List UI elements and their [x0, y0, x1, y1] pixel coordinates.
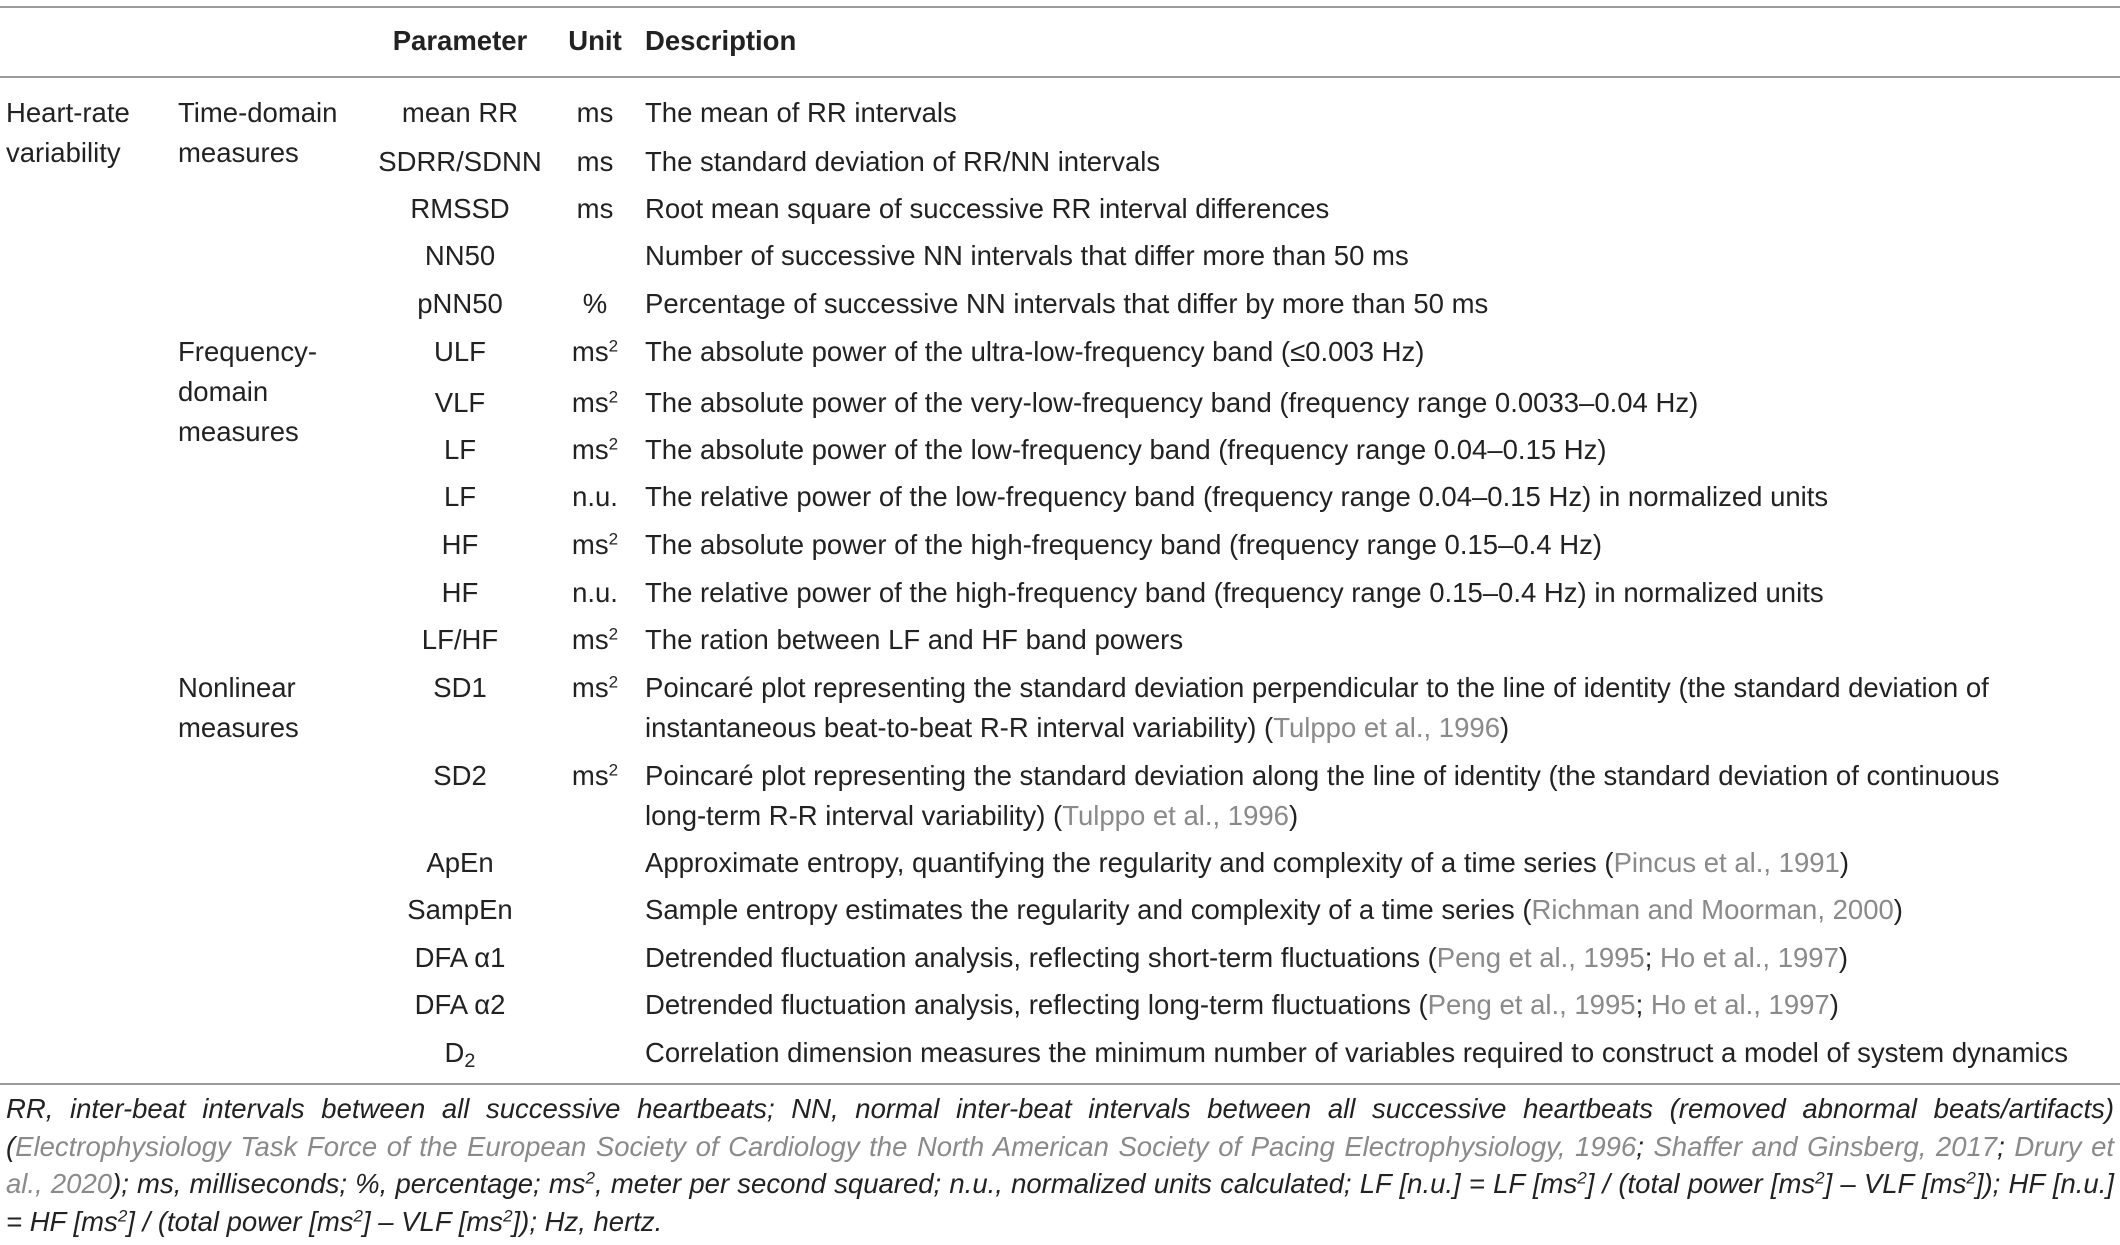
- row-parameter: ApEn: [426, 847, 494, 878]
- citation-link[interactable]: Peng et al., 1995: [1427, 989, 1636, 1020]
- row-unit: ms: [576, 97, 614, 128]
- group-time-line1: Time-domain: [178, 97, 338, 128]
- category-label-line2: variability: [6, 137, 121, 168]
- row-description: Root mean square of successive RR interval differences: [645, 193, 1330, 224]
- row-parameter: NN50: [424, 240, 496, 271]
- row-unit: $ms^2$: [571, 672, 619, 703]
- row-description: The relative power of the high-frequency band (frequency range 0.15–0.4 Hz) in normalized units: [645, 577, 1824, 608]
- row-description: The absolute power of the very-low-frequency band (frequency range 0.0033–0.04 Hz): [645, 387, 1699, 418]
- citation-link[interactable]: Drury et al., 2020: [6, 1130, 2115, 1199]
- row-description-line2: long-term R-R interval variability) (Tulppo et al., 1996): [645, 800, 1299, 831]
- group-time-line2: measures: [178, 137, 299, 168]
- row-description: Sample entropy estimates the regularity and complexity of a time series (Richman and Moorman, 2000): [645, 894, 1903, 925]
- row-unit: ms: [576, 193, 614, 224]
- row-parameter: SampEn: [407, 894, 513, 925]
- row-description-line1: Poincaré plot representing the standard deviation along the line of identity (the standard deviation of continuous: [645, 760, 2000, 791]
- header-unit: Unit: [568, 25, 622, 56]
- row-parameter: VLF: [434, 387, 486, 418]
- row-unit: $ms^2$: [571, 434, 619, 465]
- row-description: The standard deviation of RR/NN intervals: [645, 146, 1161, 177]
- row-description: Detrended fluctuation analysis, reflecting long-term fluctuations (Peng et al., 1995; Ho et al., 1997): [645, 989, 1839, 1020]
- row-unit: $ms^2$: [571, 387, 619, 418]
- row-description: The absolute power of the low-frequency band (frequency range 0.04–0.15 Hz): [645, 434, 1607, 465]
- row-parameter: DFA α2: [414, 989, 506, 1020]
- row-unit: $ms^2$: [571, 336, 619, 367]
- row-description: The absolute power of the high-frequency band (frequency range 0.15–0.4 Hz): [645, 529, 1602, 560]
- row-unit: $ms^2$: [571, 624, 619, 655]
- citation-link[interactable]: Electrophysiology Task Force of the European Society of Cardiology the North American Society of Pacing Electrophysiology, 1996: [15, 1130, 1637, 1162]
- row-description: Correlation dimension measures the minimum number of variables required to construct a model of system dynamics: [645, 1037, 2068, 1068]
- top-rule: [0, 6, 2120, 8]
- citation-link[interactable]: Richman and Moorman, 2000: [1531, 894, 1894, 925]
- row-parameter: HF: [441, 577, 479, 608]
- row-description-line1: Poincaré plot representing the standard deviation perpendicular to the line of identity (the standard deviation of: [645, 672, 1989, 703]
- header-parameter: Parameter: [392, 25, 528, 56]
- row-description: The absolute power of the ultra-low-frequency band (≤0.003 Hz): [645, 336, 1425, 367]
- row-parameter: SD2: [433, 760, 487, 791]
- header-description: Description: [645, 25, 797, 56]
- row-unit: ms: [576, 146, 614, 177]
- row-description: The relative power of the low-frequency band (frequency range 0.04–0.15 Hz) in normalized units: [645, 481, 1829, 512]
- citation-link[interactable]: Shaffer and Ginsberg, 2017: [1653, 1130, 1998, 1162]
- row-unit: %: [582, 288, 608, 319]
- row-parameter: LF/HF: [421, 624, 499, 655]
- row-description: Percentage of successive NN intervals that differ by more than 50 ms: [645, 288, 1489, 319]
- row-unit: $ms^2$: [571, 529, 619, 560]
- row-parameter: ULF: [434, 336, 486, 367]
- row-unit: n.u.: [572, 481, 618, 512]
- row-description: The ration between LF and HF band powers: [645, 624, 1184, 655]
- group-freq-line1: Frequency-: [178, 336, 318, 367]
- citation-link[interactable]: Ho et al., 1997: [1650, 989, 1830, 1020]
- row-description: The mean of RR intervals: [645, 97, 957, 128]
- row-parameter: SD1: [433, 672, 487, 703]
- row-parameter: RMSSD: [410, 193, 510, 224]
- row-parameter: LF: [443, 481, 477, 512]
- row-parameter: LF: [443, 434, 477, 465]
- bottom-rule: [0, 1083, 2120, 1085]
- row-description: Number of successive NN intervals that differ more than 50 ms: [645, 240, 1409, 271]
- row-description: Approximate entropy, quantifying the regularity and complexity of a time series (Pincus et al., 1991): [645, 847, 1850, 878]
- row-parameter: $D_2$: [444, 1037, 476, 1072]
- citation-link[interactable]: Ho et al., 1997: [1660, 942, 1839, 973]
- citation-link[interactable]: Tulppo et al., 1996: [1273, 712, 1500, 743]
- row-parameter: pNN50: [417, 288, 503, 319]
- row-parameter: DFA α1: [414, 942, 506, 973]
- header-rule: [0, 76, 2120, 78]
- row-unit: $ms^2$: [571, 760, 619, 791]
- category-label-line1: Heart-rate: [6, 97, 130, 128]
- group-freq-line2: domain: [178, 376, 269, 407]
- row-description: Detrended fluctuation analysis, reflecting short-term fluctuations (Peng et al., 1995; Ho et al., 1997): [645, 942, 1849, 973]
- group-nonlinear-line2: measures: [178, 712, 299, 743]
- row-description-line2: instantaneous beat-to-beat R-R interval variability) (Tulppo et al., 1996): [645, 712, 1510, 743]
- group-freq-line3: measures: [178, 416, 299, 447]
- citation-link[interactable]: Peng et al., 1995: [1436, 942, 1645, 973]
- row-parameter: SDRR/SDNN: [378, 146, 542, 177]
- row-unit: n.u.: [572, 577, 618, 608]
- group-nonlinear-line1: Nonlinear: [178, 672, 296, 703]
- citation-link[interactable]: Pincus et al., 1991: [1613, 847, 1840, 878]
- citation-link[interactable]: Tulppo et al., 1996: [1062, 800, 1289, 831]
- row-parameter: mean RR: [401, 97, 519, 128]
- row-parameter: HF: [441, 529, 479, 560]
- table-footnote: RR, inter-beat intervals between all successive heartbeats; NN, normal inter-beat intervals between all successive heartbeats (removed abnormal beats/artifacts) (Electrophysiology Task Force of the European Society of Cardiology the North American Society of Pacing Electrophysiology, 1996; Shaffer and Ginsberg, 2017; Drury et al., 2020); ms, milliseconds; %, percentage; $ms^2$, meter per second squared; n.u., normalized units calculated; LF [n.u.] = LF $[ms^2]$ / (total power $[ms^2]$ – VLF $[ms^2]$); HF [n.u.] = HF $[ms^2]$ / (total power $[ms^2]$ – VLF $[ms^2]$); Hz, hertz.: [6, 1093, 2115, 1237]
